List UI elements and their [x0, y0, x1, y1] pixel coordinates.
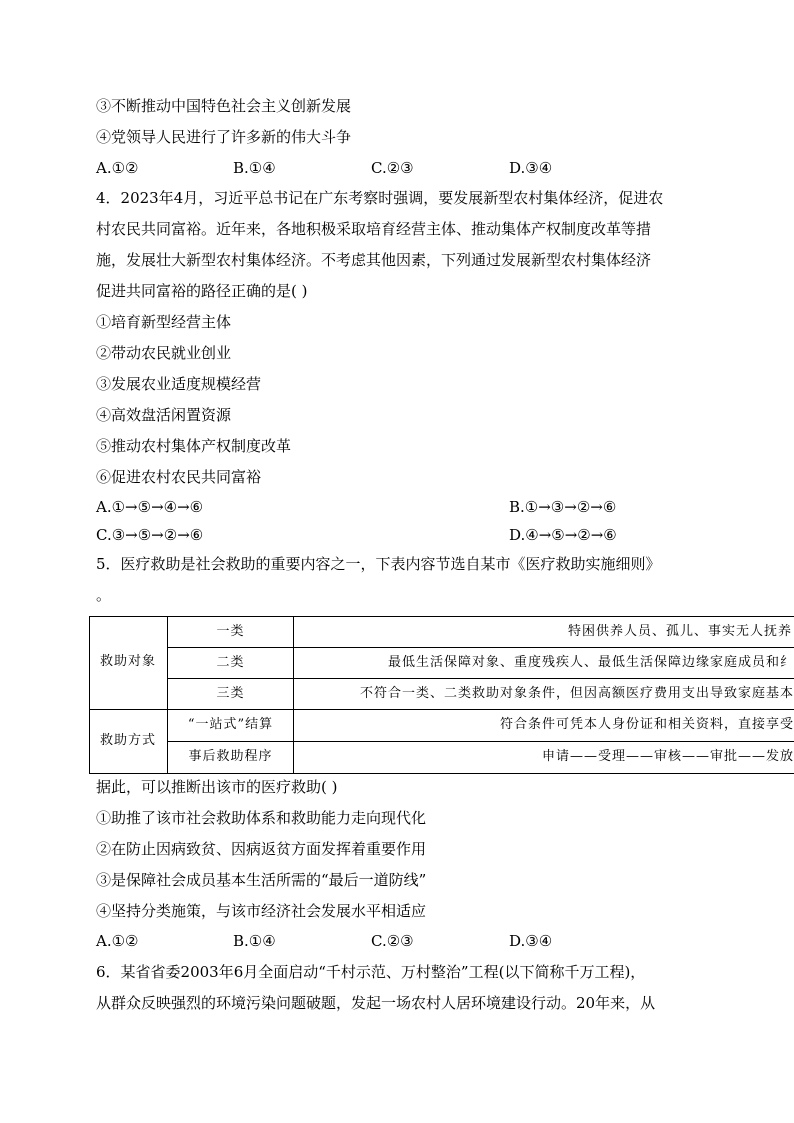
q3-item-3: ③不断推动中国特色社会主义创新发展 [96, 97, 352, 115]
q4-option-c: C.③→⑤→②→⑥ [96, 526, 204, 544]
q4-item: ④高效盘活闲置资源 [96, 406, 232, 424]
q3-option-b: B.①④ [233, 159, 276, 177]
q4-stem-line-3: 施，发展壮大新型农村集体经济。不考虑其他因素，下列通过发展新型农村集体经济 [96, 251, 652, 269]
q3-option-a: A.①② [96, 159, 139, 177]
table-row-label: 二类 [216, 655, 245, 670]
table-row-text: 申请——受理——审核——审批——发放 [541, 749, 794, 764]
q4-stem-line-2: 村农民共同富裕。近年来，各地积极采取培育经营主体、推动集体产权制度改革等措 [96, 220, 652, 238]
q4-item: ③发展农业适度规模经营 [96, 375, 262, 393]
q5-option-c: C.②③ [371, 932, 414, 950]
q3-item-4: ④党领导人民进行了许多新的伟大斗争 [96, 128, 352, 146]
q5-option-a: A.①② [96, 932, 139, 950]
q4-stem-line-4: 促进共同富裕的路径正确的是( ) [96, 282, 308, 300]
q4-item: ⑥促进农村农民共同富裕 [96, 468, 262, 486]
q5-item: ②在防止因病致贫、因病返贫方面发挥着重要作用 [96, 840, 427, 858]
q4-item: ②带动农民就业创业 [96, 344, 232, 362]
table-row-label: 一类 [216, 624, 245, 639]
medical-aid-table [89, 616, 794, 774]
q3-option-d: D.③④ [509, 159, 553, 177]
q4-item: ①培育新型经营主体 [96, 313, 232, 331]
q4-option-a: A.①→⑤→④→⑥ [96, 498, 204, 516]
q6-stem-line-2: 从群众反映强烈的环境污染问题破题，发起一场农村人居环境建设行动。20年来，从 [96, 994, 656, 1012]
q5-after-table: 据此，可以推断出该市的医疗救助( ) [96, 778, 338, 796]
table-group-aid-methods: 救助方式 [99, 733, 156, 748]
q5-item: ④坚持分类施策，与该市经济社会发展水平相适应 [96, 902, 427, 920]
q6-stem-line-1: 6．某省省委2003年6月全面启动“千村示范、万村整治”工程(以下简称千万工程)， [96, 963, 646, 981]
q4-option-b: B.①→③→②→⑥ [509, 498, 617, 516]
q5-item: ③是保障社会成员基本生活所需的“最后一道防线” [96, 871, 427, 889]
table-row-text: 不符合一类、二类救助对象条件，但因高额医疗费用支出导致家庭基本 [359, 686, 794, 701]
table-row-text: 最低生活保障对象、重度残疾人、最低生活保障边缘家庭成员和纟 [387, 655, 794, 670]
q4-option-d: D.④→⑤→②→⑥ [509, 526, 617, 544]
q5-stem-line-1: 5．医疗救助是社会救助的重要内容之一，下表内容节选自某市《医疗救助实施细则》 [96, 555, 661, 573]
q4-stem-line-1: 4．2023年4月，习近平总书记在广东考察时强调，要发展新型农村集体经济，促进农 [96, 189, 664, 207]
q3-option-c: C.②③ [371, 159, 414, 177]
table-row-label: 三类 [216, 686, 245, 701]
q5-item: ①助推了该市社会救助体系和救助能力走向现代化 [96, 809, 427, 827]
table-group-aid-targets: 救助对象 [99, 654, 156, 669]
q5-stem-line-2: 。 [96, 586, 112, 604]
q5-option-b: B.①④ [233, 932, 276, 950]
table-row-label: 事后救助程序 [188, 749, 273, 764]
table-row-text: 符合条件可凭本人身份证和相关资料，直接享受 [499, 717, 794, 732]
q4-item: ⑤推动农村集体产权制度改革 [96, 437, 292, 455]
table-row-label: “一站式”结算 [187, 717, 274, 732]
q5-option-d: D.③④ [509, 932, 553, 950]
table-row-text: 特困供养人员、孤儿、事实无人抚养 [567, 624, 792, 639]
